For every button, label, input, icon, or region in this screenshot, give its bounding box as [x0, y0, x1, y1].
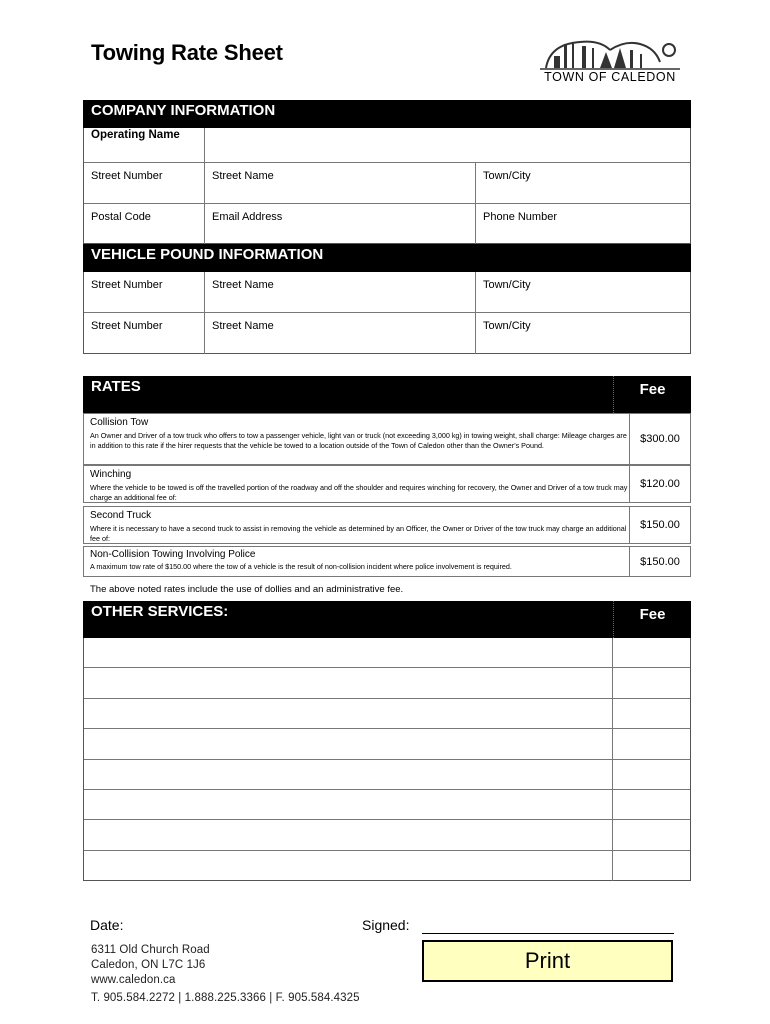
- vehicle-pound-grid: [83, 272, 691, 354]
- service-fee-field[interactable]: [612, 699, 613, 728]
- rate-fee: $150.00: [630, 506, 691, 544]
- service-fee-field[interactable]: [612, 638, 613, 667]
- service-row[interactable]: [84, 820, 690, 850]
- rate-name: Winching: [90, 469, 132, 480]
- pound-row: [84, 313, 690, 354]
- pound-town-city-field[interactable]: Town/City: [475, 313, 690, 354]
- service-fee-field[interactable]: [612, 668, 613, 697]
- rates-fee-header: Fee: [613, 376, 691, 413]
- phone-numbers: T. 905.584.2272 | 1.888.225.3366 | F. 905.584.4325: [91, 992, 360, 1004]
- pound-street-name-field[interactable]: Street Name: [204, 313, 476, 354]
- logo-text: TOWN OF CALEDON: [544, 70, 676, 84]
- print-button[interactable]: Print: [422, 940, 673, 982]
- rate-text: Where it is necessary to have a second truck to assist in removing the vehicle as determined by an Officer, the Owner or Driver of the tow truck may charge an additional fee of:: [90, 524, 627, 543]
- service-row[interactable]: [84, 760, 690, 790]
- service-fee-field[interactable]: [612, 729, 613, 758]
- email-address-field[interactable]: Email Address: [204, 204, 476, 244]
- rate-description: [83, 413, 630, 465]
- service-row[interactable]: [84, 699, 690, 729]
- operating-name-field[interactable]: [204, 128, 690, 162]
- rate-description: [83, 546, 630, 577]
- signature-line[interactable]: [422, 933, 674, 934]
- rate-text: Where the vehicle to be towed is off the travelled portion of the roadway and off the shoulder and requires winching for recovery, the Owner and Driver of a tow truck may charge an additional fee of:: [90, 483, 628, 502]
- service-row[interactable]: [84, 668, 690, 698]
- rates-title: RATES: [91, 378, 141, 395]
- rate-item: [83, 546, 691, 577]
- vehicle-pound-header: VEHICLE POUND INFORMATION: [83, 244, 691, 272]
- street-name-field[interactable]: Street Name: [204, 163, 476, 203]
- operating-name-row: [84, 128, 690, 163]
- operating-name-label: Operating Name: [91, 129, 180, 141]
- pound-town-city-field[interactable]: Town/City: [475, 272, 690, 312]
- rates-note: The above noted rates include the use of dollies and an administrative fee.: [90, 584, 404, 595]
- company-info-grid: [83, 128, 691, 244]
- service-row[interactable]: [84, 729, 690, 759]
- company-info-header: COMPANY INFORMATION: [83, 100, 691, 128]
- signed-label: Signed:: [362, 917, 410, 933]
- rate-name: Second Truck: [90, 510, 152, 521]
- rates-header: [83, 376, 691, 413]
- rate-description: [83, 506, 630, 544]
- rate-description: [83, 465, 630, 503]
- town-logo: [540, 38, 680, 86]
- other-services-title: OTHER SERVICES:: [91, 603, 229, 620]
- service-row[interactable]: [84, 851, 690, 881]
- rate-name: Non-Collision Towing Involving Police: [90, 549, 256, 560]
- other-services-fee-header: Fee: [613, 601, 691, 638]
- rate-item: [83, 413, 691, 465]
- service-row[interactable]: [84, 790, 690, 820]
- other-services-header: [83, 601, 691, 638]
- service-fee-field[interactable]: [612, 790, 613, 819]
- phone-number-field[interactable]: Phone Number: [475, 204, 690, 244]
- service-fee-field[interactable]: [612, 851, 613, 881]
- caledon-logo-icon: [540, 38, 680, 72]
- page-title: Towing Rate Sheet: [91, 40, 283, 65]
- rate-fee: $120.00: [630, 465, 691, 503]
- street-number-field[interactable]: Street Number: [91, 170, 163, 182]
- rate-text: An Owner and Driver of a tow truck who offers to tow a passenger vehicle, light van or truck (not exceeding 3,000 kg) in towing weight, shall charge: Mileage charges are in addition to this rate if the hirer requests that the vehicle be towed to a location outside of the Town of Caledon other than the Owner's Pound.: [90, 431, 627, 450]
- date-label: Date:: [90, 917, 124, 933]
- service-fee-field[interactable]: [612, 820, 613, 849]
- pound-street-number-field[interactable]: Street Number: [91, 279, 163, 291]
- rate-item: [83, 465, 691, 503]
- rate-text: A maximum tow rate of $150.00 where the tow of a vehicle is the result of non-collision incident where police involvement is required.: [90, 562, 512, 571]
- rate-item: [83, 506, 691, 544]
- website-text: www.caledon.ca: [91, 974, 176, 986]
- rate-name: Collision Tow: [90, 417, 149, 428]
- address-line-1: 6311 Old Church Road: [91, 944, 210, 956]
- pound-street-number-field[interactable]: Street Number: [91, 320, 163, 332]
- company-contact-row: [84, 204, 690, 244]
- rate-fee: $300.00: [630, 413, 691, 465]
- pound-row: [84, 272, 690, 313]
- service-fee-field[interactable]: [612, 760, 613, 789]
- rate-fee: $150.00: [630, 546, 691, 577]
- company-address-row: [84, 163, 690, 204]
- service-row[interactable]: [84, 638, 690, 668]
- pound-street-name-field[interactable]: Street Name: [204, 272, 476, 312]
- other-services-grid: [83, 638, 691, 881]
- address-line-2: Caledon, ON L7C 1J6: [91, 959, 206, 971]
- postal-code-field[interactable]: Postal Code: [91, 211, 151, 223]
- town-city-field[interactable]: Town/City: [475, 163, 690, 203]
